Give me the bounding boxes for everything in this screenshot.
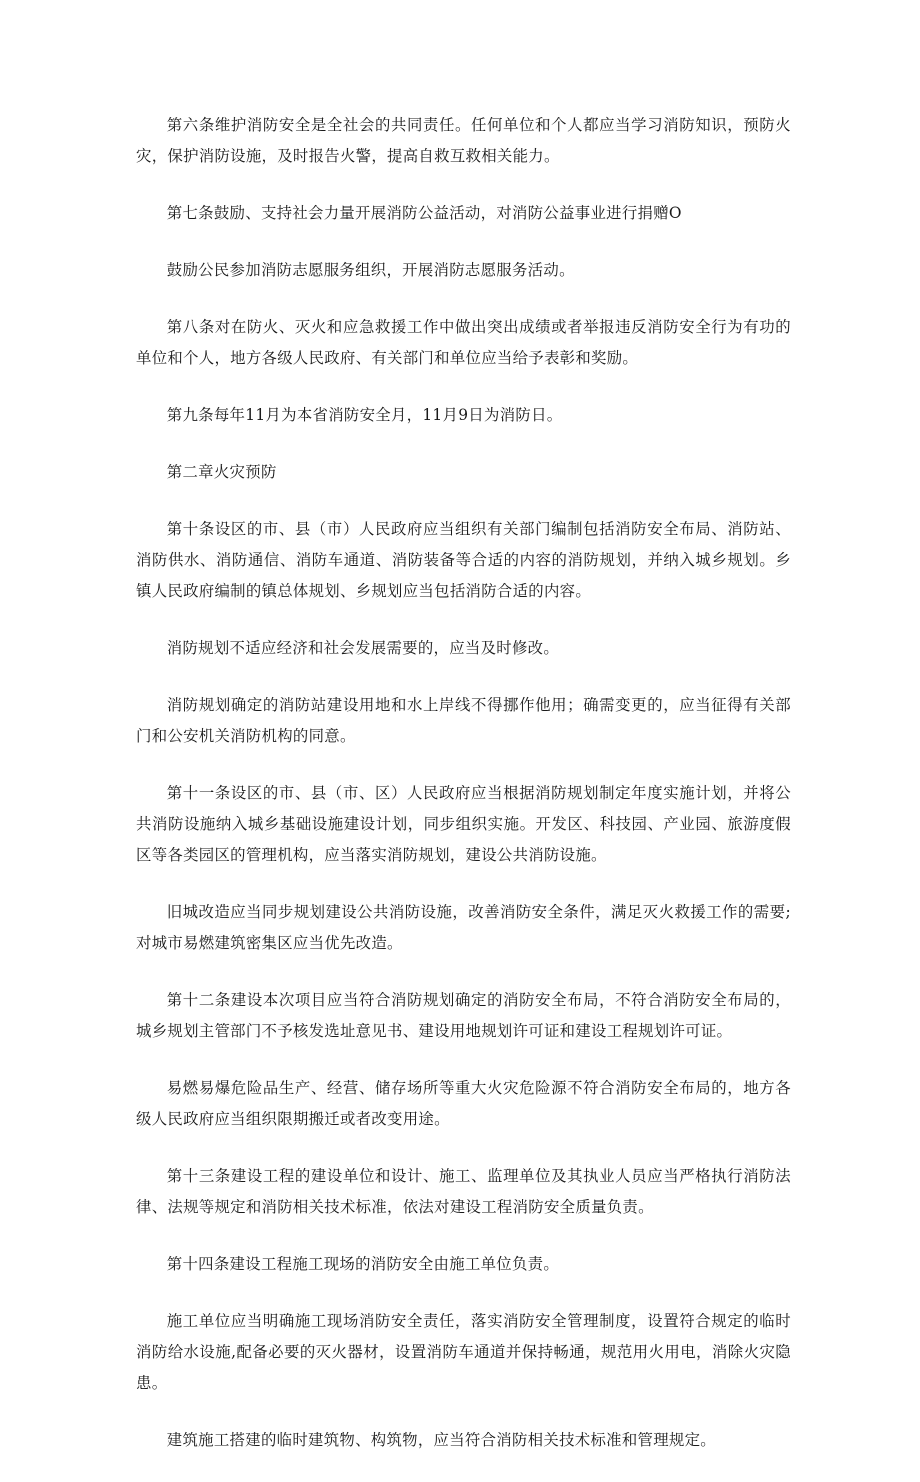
paragraph-article-7: 第七条鼓励、支持社会力量开展消防公益活动，对消防公益事业进行捐赠O bbox=[166, 204, 682, 222]
chapter-heading-fire-prevention: 第二章火灾预防 bbox=[166, 463, 277, 481]
paragraph-article-8: 第八条对在防火、灭火和应急救援工作中做出突出成绩或者举报违反消防安全行为有功的单位和个人，地方各级人民政府、有关部门和单位应当给予表彰和奖励。 bbox=[136, 318, 791, 367]
paragraph-article-10-revision: 消防规划不适应经济和社会发展需要的，应当及时修改。 bbox=[166, 639, 560, 657]
paragraph-article-12-hazard: 易燃易爆危险品生产、经营、储存场所等重大火灾危险源不符合消防安全布局的，地方各级人民政府应当组织限期搬迁或者改变用途。 bbox=[136, 1079, 791, 1128]
paragraph-article-10: 第十条设区的市、县（市）人民政府应当组织有关部门编制包括消防安全布局、消防站、消防供水、消防通信、消防车通道、消防装备等合适的内容的消防规划，并纳入城乡规划。乡镇人民政府编制的镇总体规划、乡规划应当包括消防合适的内容。 bbox=[136, 520, 791, 600]
paragraph-article-7-volunteer: 鼓励公民参加消防志愿服务组织，开展消防志愿服务活动。 bbox=[166, 261, 575, 279]
paragraph-article-14-temporary-buildings: 建筑施工搭建的临时建筑物、构筑物，应当符合消防相关技术标准和管理规定。 bbox=[166, 1431, 716, 1449]
paragraph-article-6: 第六条维护消防安全是全社会的共同责任。任何单位和个人都应当学习消防知识，预防火灾，保护消防设施，及时报告火警，提高自救互救相关能力。 bbox=[136, 116, 791, 165]
paragraph-article-9: 第九条每年11月为本省消防安全月，11月9日为消防日。 bbox=[166, 406, 563, 424]
paragraph-article-10-land-use: 消防规划确定的消防站建设用地和水上岸线不得挪作他用；确需变更的，应当征得有关部门和公安机关消防机构的同意。 bbox=[136, 696, 791, 745]
paragraph-article-13: 第十三条建设工程的建设单位和设计、施工、监理单位及其执业人员应当严格执行消防法律、法规等规定和消防相关技术标准，依法对建设工程消防安全质量负责。 bbox=[136, 1167, 791, 1216]
paragraph-article-11: 第十一条设区的市、县（市、区）人民政府应当根据消防规划制定年度实施计划，并将公共消防设施纳入城乡基础设施建设计划，同步组织实施。开发区、科技园、产业园、旅游度假区等各类园区的管理机构，应当落实消防规划，建设公共消防设施。 bbox=[136, 784, 791, 864]
document-body bbox=[136, 110, 791, 1482]
paragraph-article-14-construction-unit: 施工单位应当明确施工现场消防安全责任，落实消防安全管理制度，设置符合规定的临时消防给水设施,配备必要的灭火器材，设置消防车通道并保持畅通，规范用火用电，消除火灾隐患。 bbox=[136, 1312, 791, 1392]
paragraph-article-14: 第十四条建设工程施工现场的消防安全由施工单位负责。 bbox=[166, 1255, 560, 1273]
paragraph-article-11-old-city: 旧城改造应当同步规划建设公共消防设施，改善消防安全条件，满足灭火救援工作的需要;对城市易燃建筑密集区应当优先改造。 bbox=[136, 903, 791, 952]
paragraph-article-12: 第十二条建设本次项目应当符合消防规划确定的消防安全布局，不符合消防安全布局的，城乡规划主管部门不予核发选址意见书、建设用地规划许可证和建设工程规划许可证。 bbox=[136, 991, 791, 1040]
